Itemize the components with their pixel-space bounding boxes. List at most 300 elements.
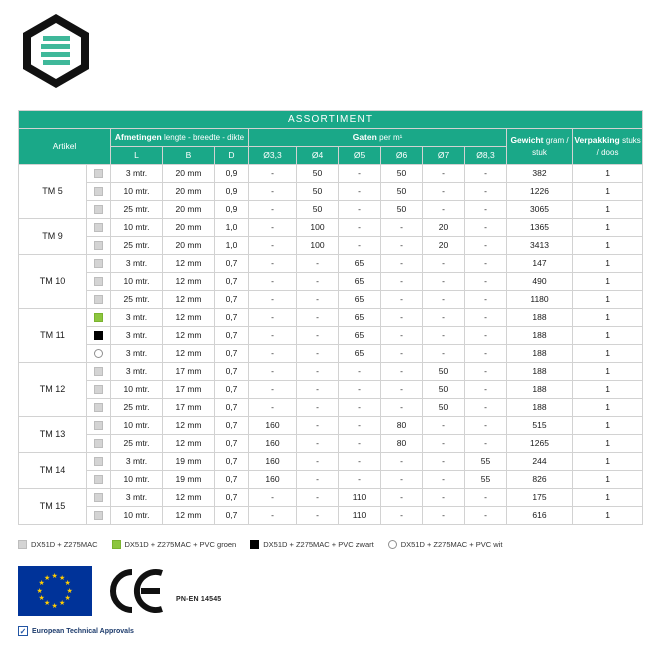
cell-holes-4: 50 — [297, 201, 339, 219]
cell-holes-4: - — [297, 453, 339, 471]
material-swatch-icon — [94, 259, 103, 268]
table-row — [19, 471, 643, 489]
cell-length: 25 mtr. — [111, 399, 163, 417]
cell-holes-6: - — [381, 345, 423, 363]
cell-weight: 826 — [507, 471, 573, 489]
cell-width: 12 mm — [163, 309, 215, 327]
cell-holes-8-3: - — [465, 435, 507, 453]
header-dim-l: L — [111, 147, 163, 165]
cell-packaging: 1 — [573, 327, 643, 345]
cell-holes-4: - — [297, 291, 339, 309]
header-hole-4: Ø6 — [381, 147, 423, 165]
cell-length: 25 mtr. — [111, 435, 163, 453]
cell-packaging: 1 — [573, 237, 643, 255]
cell-holes-5: - — [339, 453, 381, 471]
header-verpakking-line2: stuks / doos — [596, 135, 641, 157]
cell-holes-8-3: - — [465, 507, 507, 525]
cell-holes-6: 80 — [381, 417, 423, 435]
cell-holes-6: 50 — [381, 165, 423, 183]
cell-weight: 3065 — [507, 201, 573, 219]
cell-holes-3-3: - — [249, 489, 297, 507]
cell-thickness: 0,7 — [215, 345, 249, 363]
cell-packaging: 1 — [573, 309, 643, 327]
eu-star-icon: ★ — [59, 600, 66, 608]
cell-holes-4: - — [297, 435, 339, 453]
table-title-row — [19, 111, 643, 129]
cell-thickness: 0,9 — [215, 183, 249, 201]
cell-holes-8-3: - — [465, 399, 507, 417]
eu-flag-icon — [18, 566, 92, 616]
cell-weight: 175 — [507, 489, 573, 507]
cell-weight: 1226 — [507, 183, 573, 201]
certification-marks — [18, 566, 348, 634]
legend-label: DX51D + Z275MAC + PVC zwart — [263, 540, 374, 549]
header-hole-6: Ø8,3 — [465, 147, 507, 165]
cell-holes-3-3: - — [249, 237, 297, 255]
cell-holes-7: - — [423, 291, 465, 309]
article-code: TM 14 — [19, 453, 87, 489]
material-swatch-cell — [87, 345, 111, 363]
cell-holes-5: - — [339, 165, 381, 183]
header-afmetingen-line1: Afmetingen — [114, 131, 162, 142]
eu-star-icon: ★ — [38, 595, 45, 602]
cell-holes-3-3: - — [249, 327, 297, 345]
material-swatch-cell — [87, 381, 111, 399]
cell-holes-4: 50 — [297, 183, 339, 201]
header-afmetingen — [111, 129, 249, 147]
cell-thickness: 1,0 — [215, 237, 249, 255]
cell-width: 20 mm — [163, 237, 215, 255]
legend-swatch-icon — [18, 540, 27, 549]
table-row — [19, 363, 643, 381]
cell-holes-5: 65 — [339, 291, 381, 309]
material-swatch-cell — [87, 417, 111, 435]
material-swatch-icon — [94, 295, 103, 304]
cell-length: 10 mtr. — [111, 381, 163, 399]
cell-weight: 616 — [507, 507, 573, 525]
cell-weight: 490 — [507, 273, 573, 291]
eu-star-icon: ★ — [51, 572, 58, 580]
cell-holes-7: - — [423, 309, 465, 327]
material-swatch-cell — [87, 165, 111, 183]
cell-packaging: 1 — [573, 399, 643, 417]
material-swatch-icon — [94, 223, 103, 232]
cell-holes-3-3: - — [249, 309, 297, 327]
cell-length: 3 mtr. — [111, 309, 163, 327]
cell-thickness: 0,7 — [215, 489, 249, 507]
cell-holes-5: - — [339, 417, 381, 435]
cell-length: 3 mtr. — [111, 363, 163, 381]
cell-holes-7: 20 — [423, 219, 465, 237]
material-swatch-icon — [94, 367, 103, 376]
cell-holes-5: - — [339, 183, 381, 201]
cell-holes-7: - — [423, 417, 465, 435]
eu-star-icon: ★ — [51, 602, 58, 610]
cell-thickness: 0,7 — [215, 471, 249, 489]
cell-holes-5: 110 — [339, 489, 381, 507]
cell-holes-6: - — [381, 399, 423, 417]
cell-width: 20 mm — [163, 183, 215, 201]
material-swatch-cell — [87, 507, 111, 525]
cell-holes-7: - — [423, 327, 465, 345]
material-swatch-icon — [94, 187, 103, 196]
cell-packaging: 1 — [573, 363, 643, 381]
cell-holes-8-3: - — [465, 183, 507, 201]
cell-width: 20 mm — [163, 201, 215, 219]
cell-holes-5: 65 — [339, 255, 381, 273]
cell-length: 25 mtr. — [111, 237, 163, 255]
cell-packaging: 1 — [573, 489, 643, 507]
material-swatch-cell — [87, 399, 111, 417]
cell-holes-8-3: - — [465, 273, 507, 291]
cell-packaging: 1 — [573, 435, 643, 453]
material-swatch-icon — [94, 331, 103, 340]
cell-holes-4: - — [297, 363, 339, 381]
material-swatch-icon — [94, 421, 103, 430]
cell-width: 17 mm — [163, 363, 215, 381]
cell-width: 20 mm — [163, 165, 215, 183]
cell-thickness: 0,7 — [215, 309, 249, 327]
cell-holes-6: - — [381, 291, 423, 309]
table-row — [19, 255, 643, 273]
legend-label: DX51D + Z275MAC + PVC wit — [400, 540, 503, 549]
cell-holes-5: - — [339, 219, 381, 237]
cell-packaging: 1 — [573, 507, 643, 525]
legend-item — [112, 540, 237, 549]
cell-holes-7: 50 — [423, 399, 465, 417]
table-row — [19, 489, 643, 507]
material-swatch-icon — [94, 511, 103, 520]
cell-holes-6: - — [381, 363, 423, 381]
legend-item — [388, 540, 503, 549]
cell-width: 12 mm — [163, 507, 215, 525]
cell-packaging: 1 — [573, 201, 643, 219]
material-swatch-cell — [87, 435, 111, 453]
eu-star-icon: ★ — [64, 595, 71, 602]
header-afmetingen-line2: lengte - breedte - dikte — [164, 132, 245, 142]
header-gewicht-line1: Gewicht — [510, 134, 544, 145]
cell-weight: 147 — [507, 255, 573, 273]
cell-length: 25 mtr. — [111, 291, 163, 309]
header-hole-5: Ø7 — [423, 147, 465, 165]
cell-weight: 188 — [507, 363, 573, 381]
cell-length: 3 mtr. — [111, 165, 163, 183]
cell-holes-4: - — [297, 255, 339, 273]
eu-star-icon: ★ — [44, 574, 51, 582]
material-legend — [18, 540, 638, 549]
table-row — [19, 291, 643, 309]
cell-thickness: 0,7 — [215, 273, 249, 291]
cell-weight: 188 — [507, 309, 573, 327]
cell-holes-5: - — [339, 471, 381, 489]
material-swatch-cell — [87, 453, 111, 471]
cell-holes-8-3: - — [465, 255, 507, 273]
cell-holes-8-3: - — [465, 363, 507, 381]
cell-holes-7: - — [423, 165, 465, 183]
material-swatch-icon — [94, 385, 103, 394]
cell-thickness: 0,9 — [215, 201, 249, 219]
cell-holes-5: 65 — [339, 327, 381, 345]
cell-holes-6: - — [381, 453, 423, 471]
cell-holes-5: 65 — [339, 345, 381, 363]
cell-length: 3 mtr. — [111, 453, 163, 471]
table-header-row-1 — [19, 129, 643, 147]
cell-holes-6: - — [381, 381, 423, 399]
cell-length: 25 mtr. — [111, 201, 163, 219]
header-gaten-line2: per m¹ — [379, 132, 403, 142]
cell-length: 10 mtr. — [111, 507, 163, 525]
cell-holes-8-3: - — [465, 291, 507, 309]
cell-holes-3-3: 160 — [249, 435, 297, 453]
cell-holes-8-3: - — [465, 381, 507, 399]
cell-thickness: 0,9 — [215, 165, 249, 183]
cell-weight: 188 — [507, 345, 573, 363]
cell-thickness: 0,7 — [215, 507, 249, 525]
table-title: ASSORTIMENT — [19, 111, 643, 129]
table-row — [19, 345, 643, 363]
header-hole-1: Ø3,3 — [249, 147, 297, 165]
cell-holes-4: 100 — [297, 237, 339, 255]
cell-holes-6: 50 — [381, 183, 423, 201]
cell-holes-4: - — [297, 327, 339, 345]
assortment-table — [18, 110, 643, 525]
cell-holes-3-3: - — [249, 201, 297, 219]
header-gewicht-line2: gram / stuk — [532, 135, 569, 157]
article-code: TM 5 — [19, 165, 87, 219]
eu-star-icon: ★ — [66, 587, 73, 595]
legend-label: DX51D + Z275MAC + PVC groen — [124, 540, 237, 549]
hexagon-logo-icon — [20, 12, 92, 88]
cell-width: 19 mm — [163, 471, 215, 489]
cell-width: 12 mm — [163, 435, 215, 453]
cell-holes-4: - — [297, 381, 339, 399]
cell-weight: 1265 — [507, 435, 573, 453]
cell-weight: 188 — [507, 381, 573, 399]
cell-holes-8-3: - — [465, 489, 507, 507]
header-hole-3: Ø5 — [339, 147, 381, 165]
material-swatch-cell — [87, 219, 111, 237]
table-row — [19, 417, 643, 435]
assortment-table-container — [18, 110, 641, 525]
eu-star-icon: ★ — [36, 587, 43, 595]
article-code: TM 9 — [19, 219, 87, 255]
cell-holes-4: - — [297, 489, 339, 507]
cell-holes-7: - — [423, 507, 465, 525]
header-artikel: Artikel — [19, 129, 111, 165]
legend-item — [250, 540, 373, 549]
table-row — [19, 183, 643, 201]
cell-holes-8-3: - — [465, 417, 507, 435]
cell-holes-4: - — [297, 471, 339, 489]
cell-thickness: 0,7 — [215, 399, 249, 417]
material-swatch-icon — [94, 457, 103, 466]
cell-holes-4: - — [297, 417, 339, 435]
cell-holes-6: 50 — [381, 201, 423, 219]
company-logo — [20, 12, 92, 88]
cell-holes-7: - — [423, 201, 465, 219]
table-row — [19, 507, 643, 525]
eu-star-icon: ★ — [44, 600, 51, 608]
cell-holes-7: - — [423, 453, 465, 471]
header-hole-2: Ø4 — [297, 147, 339, 165]
ce-mark-icon — [104, 568, 166, 614]
table-row — [19, 219, 643, 237]
cell-holes-6: - — [381, 309, 423, 327]
cell-packaging: 1 — [573, 453, 643, 471]
cell-holes-8-3: - — [465, 219, 507, 237]
cell-holes-5: - — [339, 435, 381, 453]
cell-holes-7: 20 — [423, 237, 465, 255]
cell-thickness: 0,7 — [215, 291, 249, 309]
cell-holes-7: - — [423, 255, 465, 273]
cell-holes-3-3: - — [249, 291, 297, 309]
cell-width: 12 mm — [163, 273, 215, 291]
header-verpakking-line1: Verpakking — [574, 134, 620, 145]
material-swatch-icon — [94, 205, 103, 214]
cell-weight: 382 — [507, 165, 573, 183]
table-row — [19, 201, 643, 219]
header-gaten — [249, 129, 507, 147]
cell-packaging: 1 — [573, 219, 643, 237]
cell-holes-6: - — [381, 471, 423, 489]
table-row — [19, 453, 643, 471]
cell-holes-3-3: - — [249, 273, 297, 291]
material-swatch-icon — [94, 439, 103, 448]
cell-holes-3-3: - — [249, 165, 297, 183]
header-gaten-line1: Gaten — [352, 131, 377, 142]
cell-holes-4: - — [297, 399, 339, 417]
cell-holes-4: - — [297, 273, 339, 291]
cell-holes-3-3: 160 — [249, 453, 297, 471]
material-swatch-cell — [87, 291, 111, 309]
cell-holes-3-3: - — [249, 507, 297, 525]
cell-packaging: 1 — [573, 345, 643, 363]
cell-holes-3-3: 160 — [249, 417, 297, 435]
cell-length: 3 mtr. — [111, 345, 163, 363]
table-row — [19, 381, 643, 399]
cell-holes-6: - — [381, 507, 423, 525]
cell-holes-6: - — [381, 255, 423, 273]
cell-holes-8-3: - — [465, 309, 507, 327]
cell-packaging: 1 — [573, 273, 643, 291]
cell-width: 17 mm — [163, 399, 215, 417]
cell-weight: 1180 — [507, 291, 573, 309]
material-swatch-cell — [87, 255, 111, 273]
header-gewicht — [507, 129, 573, 165]
cell-holes-5: - — [339, 237, 381, 255]
cell-length: 10 mtr. — [111, 219, 163, 237]
material-swatch-cell — [87, 237, 111, 255]
cell-weight: 515 — [507, 417, 573, 435]
norm-label: PN-EN 14545 — [176, 596, 222, 603]
material-swatch-icon — [94, 169, 103, 178]
cell-holes-7: - — [423, 471, 465, 489]
cell-width: 12 mm — [163, 345, 215, 363]
article-code: TM 11 — [19, 309, 87, 363]
cell-packaging: 1 — [573, 255, 643, 273]
eu-star-icon: ★ — [64, 580, 71, 587]
cell-holes-8-3: - — [465, 345, 507, 363]
material-swatch-icon — [94, 475, 103, 484]
table-row — [19, 327, 643, 345]
cell-thickness: 0,7 — [215, 435, 249, 453]
material-swatch-cell — [87, 489, 111, 507]
legend-label: DX51D + Z275MAC — [31, 540, 98, 549]
header-dim-d: D — [215, 147, 249, 165]
cell-thickness: 0,7 — [215, 453, 249, 471]
cell-width: 17 mm — [163, 381, 215, 399]
cell-holes-6: 80 — [381, 435, 423, 453]
material-swatch-cell — [87, 273, 111, 291]
legend-swatch-icon — [112, 540, 121, 549]
material-swatch-cell — [87, 309, 111, 327]
cell-holes-8-3: 55 — [465, 453, 507, 471]
cell-length: 10 mtr. — [111, 183, 163, 201]
table-row — [19, 237, 643, 255]
eta-badge — [18, 626, 134, 636]
material-swatch-cell — [87, 327, 111, 345]
cell-holes-5: - — [339, 381, 381, 399]
cell-holes-7: - — [423, 273, 465, 291]
cell-width: 12 mm — [163, 489, 215, 507]
cell-holes-5: 110 — [339, 507, 381, 525]
cell-holes-5: - — [339, 399, 381, 417]
cell-length: 10 mtr. — [111, 417, 163, 435]
material-swatch-icon — [94, 493, 103, 502]
cell-holes-7: - — [423, 489, 465, 507]
check-icon: ✓ — [19, 627, 27, 636]
cell-holes-5: 65 — [339, 309, 381, 327]
cell-holes-5: 65 — [339, 273, 381, 291]
cell-thickness: 1,0 — [215, 219, 249, 237]
cell-thickness: 0,7 — [215, 417, 249, 435]
table-row — [19, 273, 643, 291]
cell-length: 3 mtr. — [111, 255, 163, 273]
eta-label: European Technical Approvals — [32, 627, 134, 635]
cell-thickness: 0,7 — [215, 363, 249, 381]
cell-thickness: 0,7 — [215, 327, 249, 345]
cell-holes-6: - — [381, 327, 423, 345]
cell-holes-3-3: - — [249, 219, 297, 237]
cell-holes-3-3: - — [249, 183, 297, 201]
cell-packaging: 1 — [573, 183, 643, 201]
eu-star-icon: ★ — [38, 580, 45, 587]
article-code: TM 12 — [19, 363, 87, 417]
cell-holes-7: 50 — [423, 363, 465, 381]
cell-holes-4: - — [297, 309, 339, 327]
cell-holes-8-3: 55 — [465, 471, 507, 489]
material-swatch-cell — [87, 363, 111, 381]
cell-width: 19 mm — [163, 453, 215, 471]
cell-holes-8-3: - — [465, 327, 507, 345]
cell-weight: 188 — [507, 399, 573, 417]
cell-holes-4: 100 — [297, 219, 339, 237]
material-swatch-icon — [94, 403, 103, 412]
cell-width: 12 mm — [163, 255, 215, 273]
cell-weight: 188 — [507, 327, 573, 345]
cell-width: 12 mm — [163, 327, 215, 345]
material-swatch-icon — [94, 349, 103, 358]
table-row — [19, 399, 643, 417]
material-swatch-icon — [94, 277, 103, 286]
cell-length: 3 mtr. — [111, 327, 163, 345]
material-swatch-cell — [87, 471, 111, 489]
cell-holes-4: - — [297, 345, 339, 363]
table-row — [19, 309, 643, 327]
cell-holes-6: - — [381, 489, 423, 507]
cell-holes-3-3: - — [249, 345, 297, 363]
cell-holes-7: - — [423, 435, 465, 453]
